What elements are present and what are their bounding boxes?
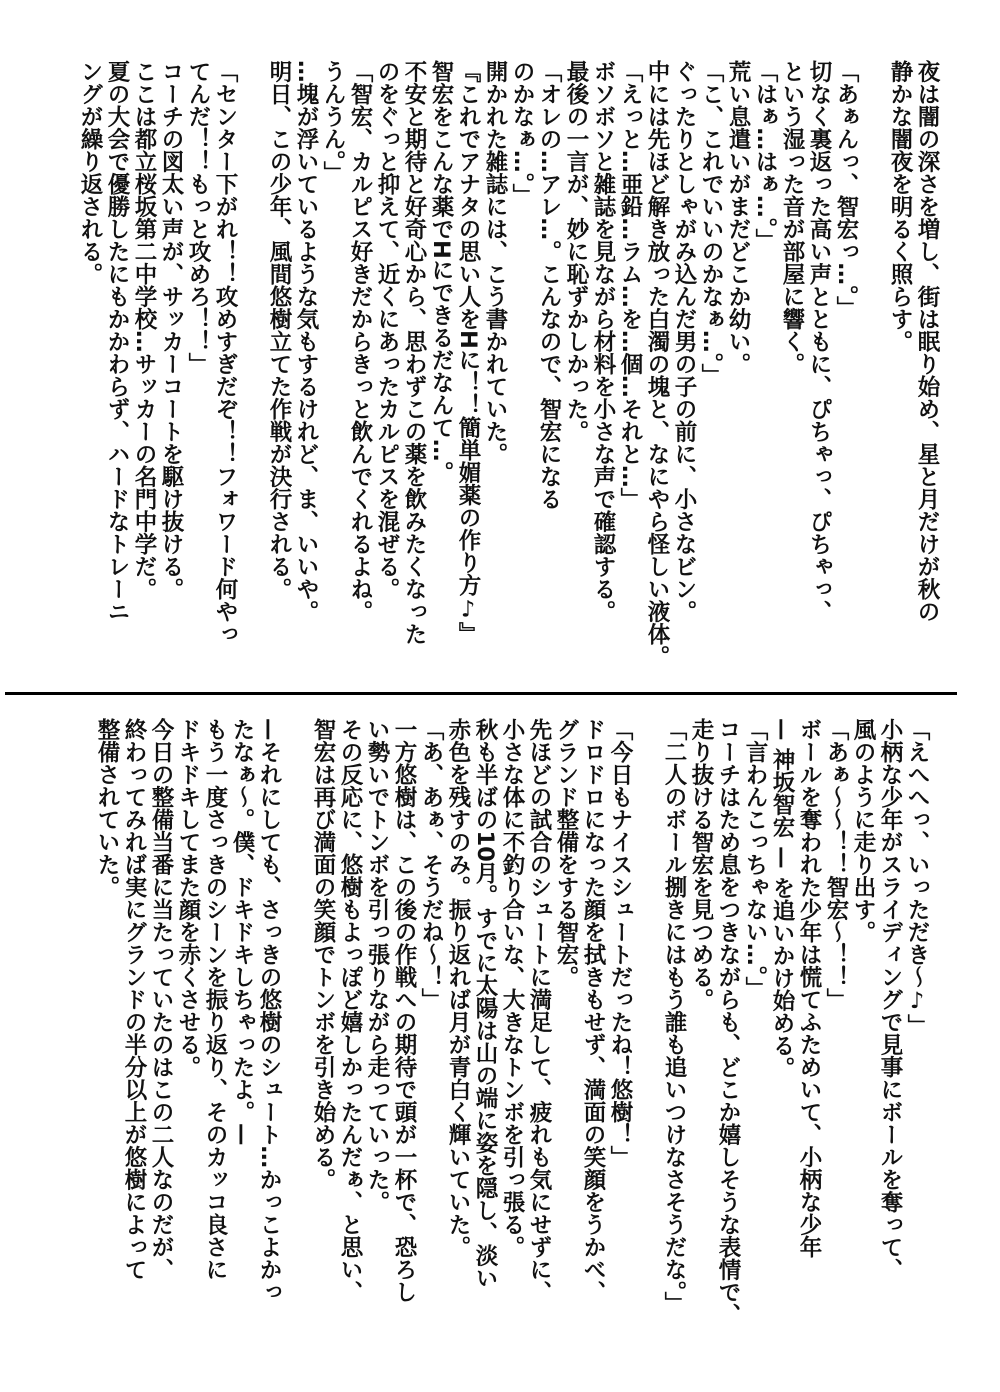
text-column: 小柄な少年がスライディングで見事にボールを奪って、 [877,718,903,1281]
bottom-text-block [93,718,930,1326]
text-column: 赤色を残すのみ。振り返れば月が青白く輝いていた。 [445,718,471,1258]
text-column: グランド整備をする智宏。 [553,718,579,988]
section-divider [5,692,957,695]
text-column: コーチの図太い声が、サッカーコートを駆け抜ける。 [158,60,184,600]
text-column: 智宏をこんな薬でHにできるだなんて…。 [428,60,454,484]
text-column: 「オレの…アレ…。こんなので、智宏になる [536,60,562,510]
text-column: ここは都立桜坂第二中学校…サッカーの名門中学だ。 [131,60,157,600]
text-column: …塊が浮いているような気もするけれど、ま、いいや。 [293,60,319,623]
text-column: 「センター下がれ！！攻めすぎだぞ！！フォワード何やっ [212,60,238,645]
text-column: のかなぁ…。」 [509,60,535,207]
text-column: 終わってみれば実にグランドの半分以上が悠樹によって [121,718,147,1281]
text-column: 整備されていた。 [94,718,120,898]
text-column: 小さな体に不釣り合いな、大きなトンボを引っ張る。 [499,718,525,1258]
text-column: —それにしても、さっきの悠樹のシュート…かっこよかっ [256,718,282,1303]
text-column: その反応に、悠樹もよっぽど嬉しかったんだぁ、と思い、 [337,718,363,1303]
text-column: のをぐっと抑えて、近くにあったカルピスを混ぜる。 [374,60,400,600]
text-column: 「今日もナイスシュートだったね！悠樹！」 [607,718,633,1168]
text-column: ドロドロになった顔を拭きもせず、満面の笑顔をうかべ、 [580,718,606,1303]
text-column: 静かな闇夜を明るく照らす。 [887,60,913,353]
text-column: 今日の整備当番に当たっていたのはこの二人なのだが、 [148,718,174,1281]
text-column: という湿った音が部屋に響く。 [779,60,805,375]
text-column: 夏の大会で優勝したにもかかわらず、ハードなトレーニ [104,60,130,623]
text-column: 先ほどの試合のシュートに満足して、疲れも気にせずに、 [526,718,552,1303]
text-column: ングが繰り返される。 [77,60,103,285]
text-column: 秋も半ばの10月。すでに太陽は山の端に姿を隠し、淡い [472,718,498,1290]
text-column: 夜は闇の深さを増し、街は眠り始め、星と月だけが秋の [914,60,940,623]
text-column: 「はぁ…はぁ…。」 [752,60,778,252]
text-column: 『これでアナタの思い人をHに！！簡単媚薬の作り方♪』 [455,60,481,645]
text-column: 走り抜ける智宏を見つめる。 [688,718,714,1011]
text-column: — 神坂智宏 — を追いかけ始める。 [769,718,795,1079]
text-column: てんだ！！もっと攻めろ！！」 [185,60,211,375]
text-column: 切なく裏返った高い声とともに、ぴちゃっ、ぴちゃっ、 [806,60,832,623]
text-column: 「言わんこっちゃない…。」 [742,718,768,1000]
text-column: もう一度さっきのシーンを振り返り、そのカッコ良さに [202,718,228,1281]
text-column: 「あぁんっ、智宏っ…。」 [833,60,859,319]
text-column: 「えっと…亜鉛…ラム…を…個…それと…」 [617,60,643,510]
text-column: たなぁ〜。僕、ドキドキしちゃったよ。— [229,718,255,1146]
text-column: ボソボソと雑誌を見ながら材料を小さな声で確認する。 [590,60,616,623]
text-column: うんうん。」 [320,60,346,184]
text-column: 最後の一言が、妙に恥ずかしかった。 [563,60,589,443]
text-column: 明日、この少年、風間悠樹立てた作戦が決行される。 [266,60,292,600]
text-column: ボールを奪われた少年は慌てふためいて、小柄な少年 [796,718,822,1258]
text-column: 開かれた雑誌には、こう書かれていた。 [482,60,508,465]
text-column: 「えへへっ、いっただき〜♪」 [904,718,930,1037]
text-column: 「あ、あぁ、そうだね〜！」 [418,718,444,1011]
text-column: 不安と期待と好奇心から、思わずこの薬を飲みたくなった [401,60,427,645]
text-column: 「智宏、カルピス好きだからきっと飲んでくれるよね。 [347,60,373,623]
text-column: 智宏は再び満面の笑顔でトンボを引き始める。 [310,718,336,1191]
text-column: 風のように走り出す。 [850,718,876,943]
text-column: 「こ、これでいいのかなぁ…。」 [698,60,724,387]
text-column: 「あぁ〜〜！！智宏〜！！」 [823,718,849,1011]
text-column: コーチはため息をつきながらも、どこか嬉しそうな表情で、 [715,718,741,1326]
text-column: 「二人のボール捌きにはもう誰も追いつけなさそうだな。」 [661,718,687,1315]
text-column: 中には先ほど解き放った白濁の塊と、なにやら怪しい液体。 [644,60,670,668]
text-column: 一方悠樹は、この後の作戦への期待で頭が一杯で、恐ろし [391,718,417,1303]
text-column: 荒い息遣いがまだどこか幼い。 [725,60,751,375]
text-column: ぐったりとしゃがみ込んだ男の子の前に、小さなビン。 [671,60,697,623]
top-text-block [76,60,940,680]
text-column: ドキドキしてまた顔を赤くさせる。 [175,718,201,1078]
text-column: い勢いでトンボを引っ張りながら走っていった。 [364,718,390,1213]
